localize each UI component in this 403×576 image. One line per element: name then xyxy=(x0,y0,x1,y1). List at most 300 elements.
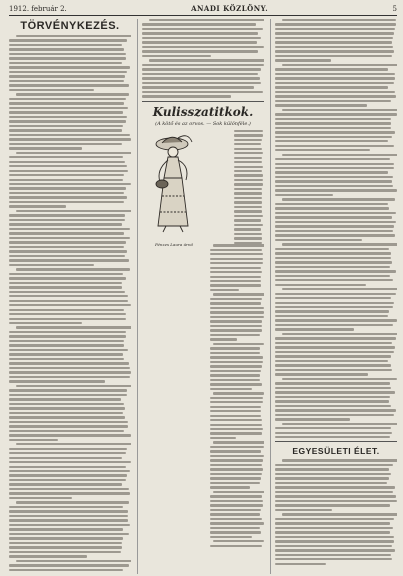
text-line xyxy=(275,221,396,223)
text-line xyxy=(275,414,394,416)
text-line xyxy=(9,44,122,46)
text-line xyxy=(275,558,392,560)
text-line xyxy=(234,161,262,163)
text-line xyxy=(142,82,261,84)
text-line xyxy=(210,500,263,502)
text-line xyxy=(9,569,123,571)
text-line xyxy=(9,394,127,396)
text-line xyxy=(142,50,258,52)
text-line xyxy=(9,362,129,364)
text-line xyxy=(9,125,123,127)
text-line xyxy=(210,356,263,358)
text-line xyxy=(9,282,122,284)
text-line xyxy=(275,342,392,344)
text-line xyxy=(9,205,66,207)
text-line xyxy=(210,397,263,399)
text-line xyxy=(234,228,261,230)
text-line xyxy=(9,398,121,400)
text-line xyxy=(16,443,131,445)
text-line xyxy=(275,82,394,84)
text-line xyxy=(9,232,124,234)
text-line xyxy=(9,389,127,391)
text-line xyxy=(16,35,131,37)
text-line xyxy=(9,492,130,494)
text-line xyxy=(9,376,130,378)
text-line xyxy=(9,138,131,140)
text-line xyxy=(275,391,395,393)
text-line xyxy=(213,244,264,246)
text-line xyxy=(275,545,392,547)
text-line xyxy=(234,179,263,181)
text-line xyxy=(275,346,395,348)
text-line xyxy=(9,259,129,261)
text-line xyxy=(275,252,391,254)
text-line xyxy=(210,536,252,538)
text-line xyxy=(210,262,263,264)
text-line xyxy=(9,295,128,297)
text-line xyxy=(275,46,393,48)
text-line xyxy=(213,392,264,394)
text-line xyxy=(275,239,362,241)
text-line xyxy=(282,459,397,461)
text-line xyxy=(9,156,123,158)
column-right xyxy=(270,19,397,574)
text-line xyxy=(9,407,125,409)
text-line xyxy=(282,243,397,245)
text-line xyxy=(234,134,263,136)
text-line xyxy=(275,207,389,209)
text-line xyxy=(275,373,368,375)
text-line xyxy=(149,19,264,21)
text-line xyxy=(234,183,264,185)
text-line xyxy=(282,109,397,111)
text-line xyxy=(275,113,397,115)
text-line xyxy=(210,253,263,255)
text-line xyxy=(282,154,397,156)
text-line xyxy=(234,201,262,203)
text-line xyxy=(210,334,260,336)
text-line xyxy=(275,518,394,520)
text-line xyxy=(275,41,392,43)
text-line xyxy=(16,210,131,212)
text-line xyxy=(275,212,396,214)
text-line xyxy=(275,355,391,357)
text-line xyxy=(275,266,390,268)
text-line xyxy=(275,324,393,326)
text-line xyxy=(210,361,263,363)
text-line xyxy=(210,446,264,448)
text-line xyxy=(9,250,127,252)
text-line xyxy=(16,501,128,503)
text-line xyxy=(275,279,393,281)
text-line xyxy=(9,474,127,476)
text-line xyxy=(142,28,263,30)
text-line xyxy=(275,495,396,497)
text-line xyxy=(9,416,125,418)
text-line xyxy=(9,255,125,257)
text-line xyxy=(9,533,129,535)
text-line xyxy=(234,174,263,176)
text-line xyxy=(275,427,391,429)
article-text-middle-top xyxy=(142,19,264,98)
text-line xyxy=(275,68,388,70)
text-line xyxy=(234,148,262,150)
text-line xyxy=(275,203,388,205)
text-line xyxy=(9,425,128,427)
text-line xyxy=(282,19,395,21)
text-line xyxy=(275,32,394,34)
text-line xyxy=(210,289,239,291)
text-line xyxy=(9,358,124,360)
text-line xyxy=(16,326,131,328)
text-line xyxy=(210,415,261,417)
text-line xyxy=(142,46,264,48)
text-line xyxy=(9,331,126,333)
text-line xyxy=(9,448,127,450)
text-line xyxy=(275,59,331,61)
text-line xyxy=(210,437,236,439)
text-line xyxy=(210,298,262,300)
text-line xyxy=(9,53,126,55)
text-line xyxy=(9,470,130,472)
text-line xyxy=(142,91,263,93)
text-line xyxy=(210,370,261,372)
text-line xyxy=(9,147,82,149)
text-line xyxy=(210,406,261,408)
text-line xyxy=(275,140,388,142)
text-line xyxy=(9,461,131,463)
text-line xyxy=(275,55,392,57)
text-line xyxy=(9,452,126,454)
text-line xyxy=(275,486,395,488)
text-line xyxy=(9,528,123,530)
text-line xyxy=(210,388,252,390)
text-line xyxy=(275,136,392,138)
text-line xyxy=(210,249,262,251)
text-line xyxy=(9,353,123,355)
text-line xyxy=(9,187,126,189)
text-line xyxy=(9,273,123,275)
text-line xyxy=(275,163,394,165)
text-line xyxy=(9,71,127,73)
text-line xyxy=(142,95,231,97)
masthead: ANADI KÖZLÖNY. xyxy=(191,4,269,13)
text-line xyxy=(275,310,389,312)
text-line xyxy=(9,466,126,468)
text-line xyxy=(275,337,396,339)
text-line xyxy=(210,468,263,470)
text-line xyxy=(9,66,130,68)
text-line xyxy=(275,302,394,304)
text-line xyxy=(9,237,130,239)
text-line xyxy=(210,276,261,278)
text-line xyxy=(210,258,263,260)
text-line xyxy=(210,271,262,273)
text-line xyxy=(9,201,124,203)
text-line xyxy=(9,174,124,176)
text-line xyxy=(142,23,256,25)
text-line xyxy=(9,304,131,306)
text-line xyxy=(9,89,94,91)
text-line xyxy=(9,309,124,311)
text-line xyxy=(9,519,128,521)
text-line xyxy=(9,241,126,243)
text-line xyxy=(9,488,129,490)
text-line xyxy=(9,219,125,221)
issue-date: 1912. február 2. xyxy=(9,5,67,13)
text-line xyxy=(9,286,122,288)
text-line xyxy=(210,455,264,457)
text-line xyxy=(210,522,264,524)
text-line xyxy=(275,171,388,173)
text-line xyxy=(275,549,395,551)
text-line xyxy=(9,497,72,499)
text-line xyxy=(9,228,130,230)
text-line xyxy=(275,464,393,466)
text-line xyxy=(210,459,263,461)
text-line xyxy=(234,188,263,190)
text-line xyxy=(275,234,395,236)
text-line xyxy=(9,134,130,136)
text-line xyxy=(275,500,397,502)
text-line xyxy=(275,405,391,407)
text-line xyxy=(275,409,396,411)
text-line xyxy=(210,374,260,376)
page-number: 5 xyxy=(392,5,397,13)
text-line xyxy=(234,237,262,239)
text-line xyxy=(9,515,128,517)
text-line xyxy=(9,120,126,122)
text-line xyxy=(9,434,131,436)
text-line xyxy=(234,139,262,141)
text-line xyxy=(9,98,126,100)
text-line xyxy=(275,436,390,438)
text-line xyxy=(275,261,392,263)
text-line xyxy=(234,192,262,194)
text-line xyxy=(210,338,237,340)
article-text-left xyxy=(9,35,131,571)
text-line xyxy=(9,246,124,248)
text-line xyxy=(275,522,390,524)
text-line xyxy=(9,129,122,131)
text-line xyxy=(275,432,392,434)
text-line xyxy=(275,468,389,470)
text-line xyxy=(275,50,394,52)
text-line xyxy=(142,37,261,39)
text-line xyxy=(142,73,258,75)
text-line xyxy=(275,418,350,420)
text-line xyxy=(275,189,397,191)
text-line xyxy=(142,86,254,88)
text-line xyxy=(275,28,395,30)
text-line xyxy=(282,198,394,200)
text-line xyxy=(9,439,58,441)
text-line xyxy=(275,527,393,529)
text-line xyxy=(9,421,128,423)
text-line xyxy=(275,328,354,330)
text-line xyxy=(275,509,332,511)
column-left xyxy=(9,19,131,574)
text-line xyxy=(9,335,126,337)
text-line xyxy=(9,564,129,566)
text-line xyxy=(275,473,391,475)
text-line xyxy=(275,194,333,196)
article-text-right-bottom xyxy=(275,459,397,565)
text-line xyxy=(275,531,390,533)
text-line xyxy=(210,365,262,367)
section-title-torvenykezes: TÖRVÉNYKEZÉS. xyxy=(20,20,120,32)
text-line xyxy=(275,127,391,129)
text-line xyxy=(9,116,127,118)
text-line xyxy=(210,329,262,331)
text-line xyxy=(210,477,261,479)
text-line xyxy=(9,111,123,113)
text-line xyxy=(234,170,262,172)
text-line xyxy=(275,315,388,317)
text-line xyxy=(275,73,395,75)
text-line xyxy=(210,383,262,385)
text-line xyxy=(210,302,261,304)
text-line xyxy=(9,170,128,172)
text-line xyxy=(9,349,128,351)
text-line xyxy=(210,280,261,282)
text-line xyxy=(275,167,394,169)
text-line xyxy=(275,482,387,484)
text-line xyxy=(9,344,124,346)
text-line xyxy=(275,95,396,97)
text-line xyxy=(16,93,129,95)
text-line xyxy=(9,165,127,167)
text-line xyxy=(9,183,131,185)
text-line xyxy=(275,540,394,542)
section-subtitle: (A kötő és az orvos. — Sok különféle.) xyxy=(155,120,251,127)
text-line xyxy=(9,223,122,225)
text-line xyxy=(9,291,125,293)
text-line xyxy=(275,225,394,227)
columns xyxy=(9,19,397,574)
text-line xyxy=(275,364,391,366)
text-line xyxy=(282,513,397,515)
text-line xyxy=(9,551,121,553)
text-line xyxy=(210,464,262,466)
text-line xyxy=(210,482,260,484)
text-line xyxy=(210,504,263,506)
text-line xyxy=(210,432,262,434)
text-line xyxy=(9,546,122,548)
text-line xyxy=(234,215,263,217)
text-line xyxy=(210,325,262,327)
text-line xyxy=(142,64,264,66)
text-line xyxy=(275,275,390,277)
text-line xyxy=(275,563,326,565)
text-line xyxy=(275,504,390,506)
text-line xyxy=(210,379,260,381)
section-divider-right xyxy=(275,441,397,442)
text-line xyxy=(210,495,262,497)
text-line xyxy=(275,248,389,250)
text-line xyxy=(275,257,391,259)
text-line xyxy=(275,91,395,93)
text-line xyxy=(213,343,264,345)
text-line xyxy=(210,307,264,309)
text-line xyxy=(275,400,389,402)
text-line xyxy=(275,216,392,218)
text-line xyxy=(9,457,122,459)
section-title-kulisszatitkok: Kulisszatitkok. xyxy=(152,104,254,119)
text-line xyxy=(9,80,124,82)
text-line xyxy=(9,143,122,145)
text-line xyxy=(234,143,262,145)
text-line xyxy=(9,75,125,77)
text-line xyxy=(234,210,262,212)
text-line xyxy=(9,84,129,86)
text-line xyxy=(282,64,397,66)
text-line xyxy=(210,311,264,313)
text-line xyxy=(210,316,264,318)
text-line xyxy=(9,318,126,320)
text-line xyxy=(213,491,264,493)
article-text-right-top xyxy=(275,19,397,438)
text-line xyxy=(275,369,392,371)
text-line xyxy=(210,267,261,269)
text-line xyxy=(149,59,264,61)
text-line xyxy=(9,196,127,198)
text-line xyxy=(275,100,391,102)
text-line xyxy=(210,527,260,529)
text-line xyxy=(16,560,131,562)
text-line xyxy=(210,545,262,547)
text-line xyxy=(210,419,262,421)
text-line xyxy=(275,396,390,398)
text-line xyxy=(9,300,128,302)
text-line xyxy=(9,371,131,373)
text-line xyxy=(210,531,261,533)
text-line xyxy=(275,319,397,321)
text-line xyxy=(275,86,388,88)
text-line xyxy=(234,206,263,208)
text-line xyxy=(210,352,260,354)
text-line xyxy=(213,293,264,295)
text-line xyxy=(142,77,260,79)
text-line xyxy=(210,518,262,520)
text-line xyxy=(234,224,263,226)
section-title-egyesuleti-elet: EGYESÜLETI ÉLET. xyxy=(292,446,380,457)
text-line xyxy=(210,509,261,511)
text-line xyxy=(210,401,263,403)
text-line xyxy=(282,378,396,380)
text-line xyxy=(9,367,130,369)
column-middle xyxy=(137,19,264,574)
text-line xyxy=(16,385,131,387)
text-line xyxy=(9,313,126,315)
text-line xyxy=(9,340,124,342)
text-line xyxy=(234,157,262,159)
text-line xyxy=(275,77,395,79)
text-line xyxy=(142,55,211,57)
text-line xyxy=(9,161,125,163)
text-line xyxy=(275,104,367,106)
text-line xyxy=(275,284,366,286)
text-line xyxy=(9,277,126,279)
text-line xyxy=(9,542,122,544)
text-line xyxy=(9,264,94,266)
text-line xyxy=(275,158,390,160)
text-line xyxy=(210,347,260,349)
text-line xyxy=(275,180,392,182)
text-line xyxy=(275,360,388,362)
text-line xyxy=(9,107,128,109)
text-line xyxy=(9,179,123,181)
